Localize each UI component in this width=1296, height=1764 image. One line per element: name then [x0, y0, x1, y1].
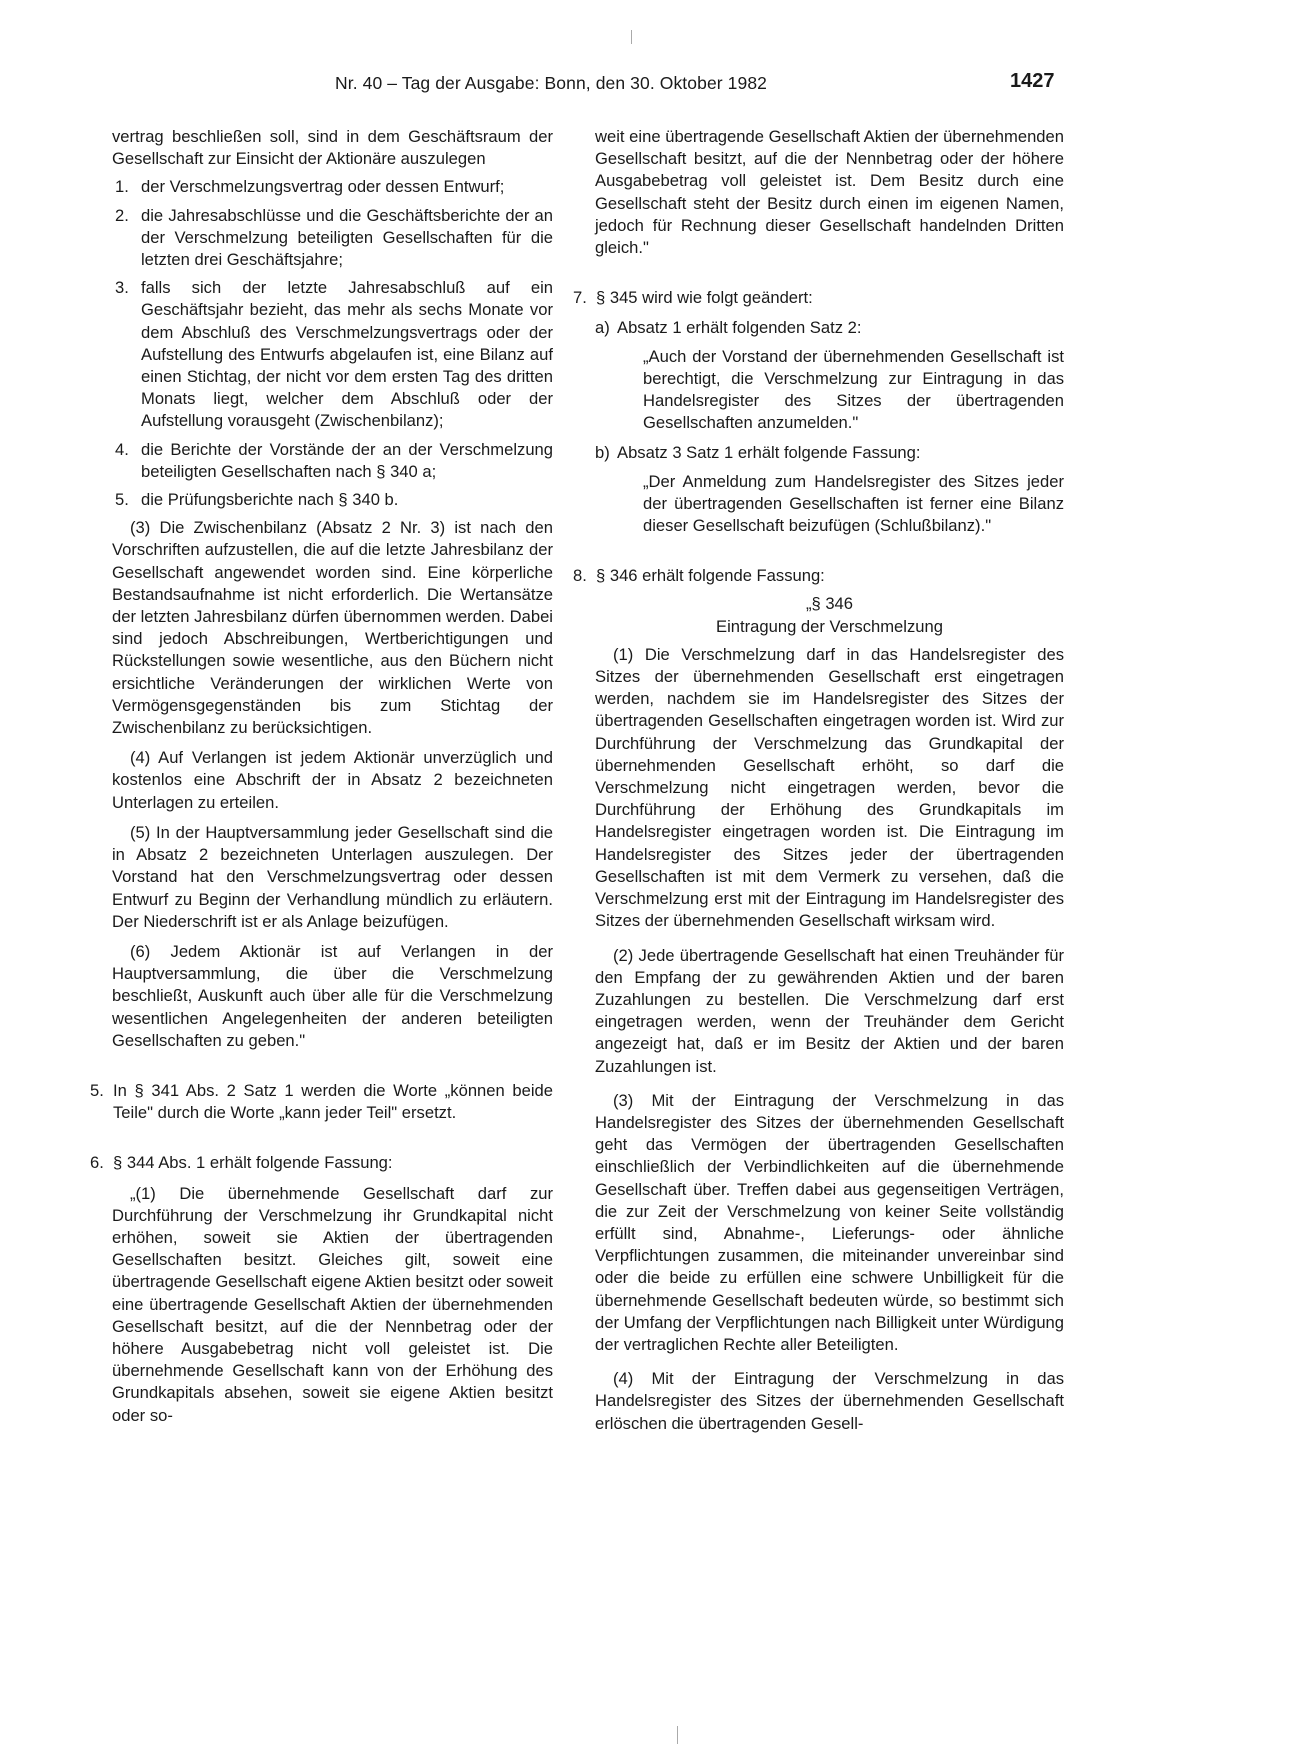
list-item-number: 2. [115, 205, 129, 225]
quoted-section-344: „(1) Die übernehmende Gesellschaft darf zur Durchführung der Verschmelzung ihr Grundkapital nicht erhöhen, soweit sie Aktien der übertragenden Gesellschaften besitzt. Gleiches gilt, soweit eine übertragende Gesellschaft eigene Aktien besitzt oder soweit eine übertragende Gesellschaft Aktien der übernehmenden Gesellschaft besitzt, auf die der Nennbetrag oder der höhere Ausgabebetrag nicht voll geleistet ist. Die übernehmende Gesellschaft kann von der Erhöhung des Grundkapitals absehen, soweit sie eigene Aktien besitzt oder so- [112, 1183, 553, 1425]
header-title: Nr. 40 – Tag der Ausgabe: Bonn, den 30. Oktober 1982 [335, 73, 767, 93]
sub-item-b [595, 442, 1064, 464]
sub-item-text: Absatz 3 Satz 1 erhält folgende Fassung: [617, 443, 921, 463]
section-346-para-2: (2) Jede übertragende Gesellschaft hat einen Treuhänder für den Empfang der zu gewährenden Aktien und der baren Zuzahlungen zu bestellen. Die Verschmelzung darf erst eingetragen werden, wenn der Treuhänder dem Gericht angezeigt hat, daß er im Besitz der Aktien und der baren Zuzahlungen ist. [595, 945, 1064, 1076]
list-item-text: der Verschmelzungsvertrag oder dessen Entwurf; [141, 177, 505, 197]
section-346-para-3: (3) Mit der Eintragung der Verschmelzung in das Handelsregister des Sitzes der übernehmenden Gesellschaft geht das Vermögen der übertragenden Gesellschaften einschließlich der Verbindlichkeiten auf die übernehmende Gesellschaft über. Treffen dabei aus gegenseitigen Verträgen, die zur Zeit der Verschmelzung von keiner Seite vollständig erfüllt sind, Abnahme-, Lieferungs- oder ähnliche Verpflichtungen zusammen, die miteinander unvereinbar sind oder die beide zu erfüllen eine schwere Unbilligkeit für die übernehmende Gesellschaft bedeuten würde, so bestimmt sich der Umfang der Verpflichtungen nach Billigkeit unter Würdigung der vertraglichen Rechte aller Beteiligten. [595, 1090, 1064, 1354]
list-item-text: die Berichte der Vorstände der an der Verschmelzung beteiligten Gesellschaften nach § 340 a; [141, 439, 553, 481]
list-item-text: falls sich der letzte Jahresabschluß auf ein Geschäftsjahr bezieht, das mehr als sechs Monate vor dem Abschluß des Verschmelzungsvertrags oder der Aufstellung des Entwurfs abgelaufen ist, eine Bilanz auf einen Stichtag, der nicht vor dem ersten Tag des dritten Monats liegt, welcher dem Abschluß oder der Aufstellung vorausgeht (Zwischenbilanz); [141, 278, 553, 431]
amendment-7 [573, 287, 1064, 309]
section-title: Eintragung der Verschmelzung [716, 616, 943, 636]
paragraph-4: (4) Auf Verlangen ist jedem Aktionär unverzüglich und kostenlos eine Abschrift der in Absatz 2 bezeichneten Unterlagen zu erteilen. [112, 748, 553, 812]
quote-b: „Der Anmeldung zum Handelsregister des Sitzes jeder der übertragenden Gesellschaften ist ferner eine Bilanz dieser Gesellschaft beizufügen (Schlußbilanz)." [643, 471, 1064, 536]
amendment-6 [90, 1152, 553, 1174]
amendment-5 [90, 1080, 553, 1124]
amendment-text: § 344 Abs. 1 erhält folgende Fassung: [113, 1153, 393, 1173]
scan-mark-top [631, 30, 632, 44]
list-item [112, 489, 553, 511]
list-item-number: 1. [115, 177, 129, 197]
amendment-text: § 346 erhält folgende Fassung: [596, 566, 825, 586]
quote-a: „Auch der Vorstand der übernehmenden Gesellschaft ist berechtigt, die Verschmelzung zur Eintragung in das Handelsregister des Sitzes der übertragenden Gesellschaften anzumelden." [643, 346, 1064, 433]
sub-item-text: Absatz 1 erhält folgenden Satz 2: [617, 318, 862, 338]
amendment-number: 7. [573, 288, 587, 308]
page-number: 1427 [1010, 70, 1055, 92]
list-item [112, 176, 553, 198]
list-item-number: 5. [115, 490, 129, 510]
list-item [112, 205, 553, 272]
list-item-number: 4. [115, 439, 129, 459]
section-346-para-1: (1) Die Verschmelzung darf in das Handelsregister des Sitzes der übernehmenden Gesellschaft erst eingetragen werden, nachdem sie im Handelsregister des Sitzes der übertragenden Gesellschaften eingetragen worden ist. Wird zur Durchführung der Verschmelzung das Grundkapital der übernehmenden Gesellschaft erhöht, so darf die Verschmelzung nicht eingetragen werden, bevor die Durchführung der Erhöhung des Grundkapitals im Handelsregister eingetragen worden ist. Die Eintragung im Handelsregister des Sitzes jeder der übertragenden Gesellschaften ist mit dem Vermerk zu versehen, daß die Verschmelzung erst mit der Eintragung im Handelsregister des Sitzes der übernehmenden Gesellschaft wirksam wird. [595, 644, 1064, 931]
list-item-number: 3. [115, 278, 129, 298]
section-346-para-4: (4) Mit der Eintragung der Verschmelzung in das Handelsregister des Sitzes der übernehmenden Gesellschaft erlöschen die übertragenden Gesell- [595, 1369, 1064, 1433]
intro-paragraph: vertrag beschließen soll, sind in dem Geschäftsraum der Gesellschaft zur Einsicht der Aktionäre auszulegen [112, 127, 553, 169]
list-item [112, 439, 553, 483]
paragraph-6: (6) Jedem Aktionär ist auf Verlangen in der Hauptversammlung, die über die Verschmelzung beschließt, Auskunft auch über alle für die Verschmelzung wesentlichen Angelegenheiten der anderen beteiligten Gesellschaften zu geben." [112, 941, 553, 1050]
amendment-text: § 345 wird wie folgt geändert: [596, 288, 813, 308]
right-column [573, 126, 1064, 1435]
amendment-text: In § 341 Abs. 2 Satz 1 werden die Worte „können beide Teile" durch die Worte „kann jeder Teil" ersetzt. [113, 1080, 553, 1123]
amendment-number: 5. [90, 1080, 104, 1100]
sub-item-letter: b) [595, 443, 610, 463]
amendment-number: 6. [90, 1153, 104, 1173]
paragraph-3: (3) Die Zwischenbilanz (Absatz 2 Nr. 3) ist nach den Vorschriften aufzustellen, die auf die letzte Jahresbilanz der Gesellschaft angewendet worden sind. Eine körperliche Bestandsaufnahme ist nicht erforderlich. Die Wertansätze der letzten Jahresbilanz dürfen übernommen werden. Dabei sind jedoch Abschreibungen, Wertberichtigungen und Rückstellungen sowie wesentliche, aus den Büchern nicht ersichtliche Veränderungen der wirklichen Werte von Vermögensgegenständen bis zum Stichtag der Zwischenbilanz zu berücksichtigen. [112, 518, 553, 738]
amendment-number: 8. [573, 566, 587, 586]
continued-paragraph: weit eine übertragende Gesellschaft Aktien der übernehmenden Gesellschaft besitzt, auf die der Nennbetrag oder der höhere Ausgabebetrag voll geleistet ist. Dem Besitz durch eine Gesellschaft steht der Besitz durch einen im eigenen Namen, jedoch für Rechnung dieser Gesellschaft handelnden Dritten gleich." [595, 127, 1064, 258]
left-column [90, 126, 553, 1427]
list-item-text: die Prüfungsberichte nach § 340 b. [141, 490, 399, 510]
scan-mark-bottom [677, 1726, 678, 1744]
sub-item-a [595, 317, 1064, 339]
paragraph-5: (5) In der Hauptversammlung jeder Gesellschaft sind die in Absatz 2 bezeichneten Unterlagen auszulegen. Der Vorstand hat den Verschmelzungsvertrag oder dessen Entwurf zu Beginn der Verhandlung mündlich zu erläutern. Der Niederschrift ist er als Anlage beizufügen. [112, 822, 553, 931]
sub-item-letter: a) [595, 318, 610, 338]
list-item-text: die Jahresabschlüsse und die Geschäftsberichte der an der Verschmelzung beteiligten Gesellschaften für die letzten drei Geschäftsjahre; [141, 205, 553, 270]
page-header [0, 72, 1296, 96]
section-number: „§ 346 [805, 594, 854, 614]
amendment-8 [573, 565, 1064, 587]
list-item [112, 277, 553, 432]
